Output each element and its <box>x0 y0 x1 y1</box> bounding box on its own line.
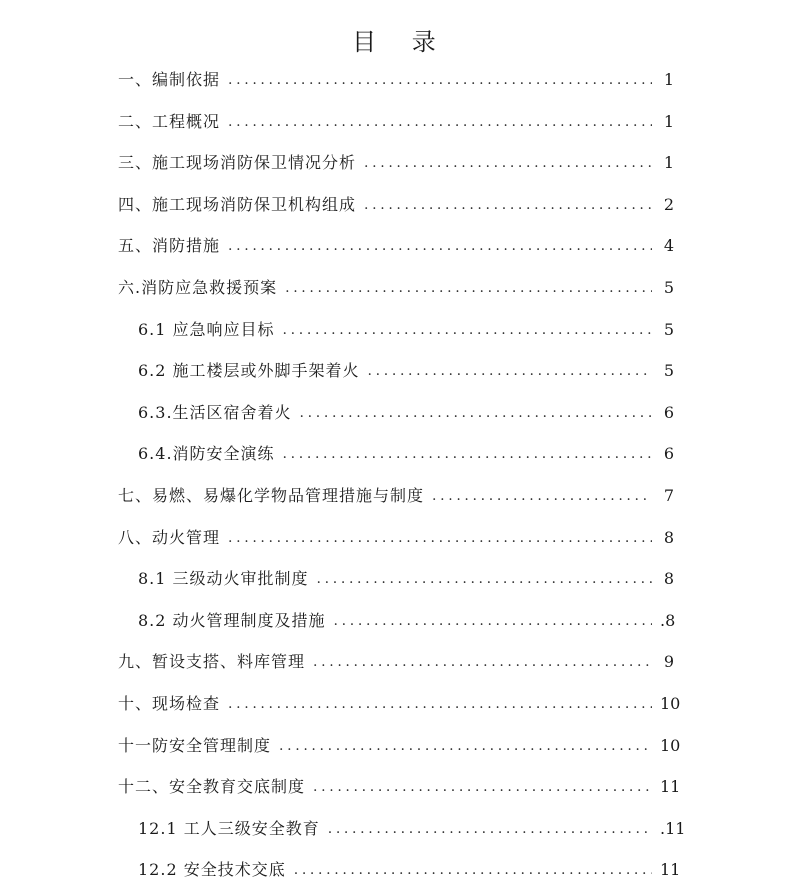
dot-leader <box>283 320 652 340</box>
toc-entry-label: 十、现场检查 <box>118 694 221 713</box>
toc-entry-page: 5 <box>663 278 674 297</box>
toc-entry-page: 6 <box>663 403 674 422</box>
toc-title: 目 录 <box>352 28 450 56</box>
toc-subentry[interactable] <box>138 316 674 340</box>
dot-leader <box>364 195 652 215</box>
toc-entry[interactable] <box>118 232 674 256</box>
dot-leader <box>294 860 652 880</box>
toc-entry[interactable] <box>118 648 674 672</box>
toc-subentry[interactable] <box>138 607 674 631</box>
toc-entry[interactable] <box>118 732 681 756</box>
toc-entry[interactable] <box>118 191 674 215</box>
toc-entry-page: .8 <box>660 611 676 630</box>
toc-entry-label: 二、工程概况 <box>118 112 221 131</box>
toc-entry-label: 8.1 三级动火审批制度 <box>138 569 309 588</box>
toc-subentry[interactable] <box>138 399 674 423</box>
dot-leader <box>317 569 652 589</box>
dot-leader <box>283 444 652 464</box>
toc-entry-page: 7 <box>663 486 674 505</box>
toc-entry-label: 六.消防应急救援预案 <box>118 278 278 297</box>
dot-leader <box>334 611 652 631</box>
dot-leader <box>300 403 652 423</box>
toc-entry-label: 6.1 应急响应目标 <box>138 320 275 339</box>
toc-entry-page: 10 <box>660 694 681 713</box>
toc-entry-page: 1 <box>663 153 674 172</box>
toc-entry-page: 5 <box>663 320 674 339</box>
toc-entry-label: 12.2 安全技术交底 <box>138 860 286 879</box>
toc-entry-label: 6.3.生活区宿舍着火 <box>138 403 292 422</box>
toc-entry-page: 2 <box>663 195 674 214</box>
toc-entry-page: 11 <box>660 860 681 879</box>
toc-subentry[interactable] <box>138 815 686 839</box>
toc-entry[interactable] <box>118 690 681 714</box>
dot-leader <box>364 153 652 173</box>
toc-entry-page: 10 <box>660 736 681 755</box>
dot-leader <box>228 70 652 90</box>
dot-leader <box>228 528 652 548</box>
toc-entry-label: 6.2 施工楼层或外脚手架着火 <box>138 361 360 380</box>
toc-entry-page: 8 <box>663 569 674 588</box>
dot-leader <box>313 777 652 797</box>
toc-subentry[interactable] <box>138 565 674 589</box>
dot-leader <box>279 736 652 756</box>
toc-entry-page: 6 <box>663 444 674 463</box>
toc-entry[interactable] <box>118 773 681 797</box>
dot-leader <box>328 819 652 839</box>
toc-entry[interactable] <box>118 149 674 173</box>
toc-entry-page: 8 <box>663 528 674 547</box>
toc-subentry[interactable] <box>138 856 681 880</box>
toc-entry-label: 6.4.消防安全演练 <box>138 444 275 463</box>
toc-entry-label: 五、消防措施 <box>118 236 221 255</box>
toc-entry-label: 十一防安全管理制度 <box>118 736 272 755</box>
dot-leader <box>285 278 652 298</box>
toc-entry-page: .11 <box>660 819 686 838</box>
toc-entry-page: 1 <box>663 112 674 131</box>
toc-entry-page: 5 <box>663 361 674 380</box>
dot-leader <box>313 652 652 672</box>
dot-leader <box>228 112 652 132</box>
toc-subentry[interactable] <box>138 440 674 464</box>
toc-entry-page: 1 <box>663 70 674 89</box>
toc-entry-page: 11 <box>660 777 681 796</box>
toc-entry-label: 九、暂设支搭、料库管理 <box>118 652 306 671</box>
toc-entry-label: 八、动火管理 <box>118 528 221 547</box>
toc-entry-page: 9 <box>663 652 674 671</box>
dot-leader <box>228 694 652 714</box>
dot-leader <box>368 361 652 381</box>
toc-entry-label: 三、施工现场消防保卫情况分析 <box>118 153 357 172</box>
toc-entry[interactable] <box>118 482 674 506</box>
toc-subentry[interactable] <box>138 357 674 381</box>
toc-entry-page: 4 <box>663 236 674 255</box>
toc-entry-label: 七、易燃、易爆化学物品管理措施与制度 <box>118 486 425 505</box>
toc-entry[interactable] <box>118 274 674 298</box>
dot-leader <box>432 486 652 506</box>
toc-entry-label: 8.2 动火管理制度及措施 <box>138 611 326 630</box>
toc-entry[interactable] <box>118 66 674 90</box>
toc-entry-label: 一、编制依据 <box>118 70 221 89</box>
toc-entry-label: 十二、安全教育交底制度 <box>118 777 306 796</box>
toc-entry[interactable] <box>118 108 674 132</box>
toc-entry-label: 四、施工现场消防保卫机构组成 <box>118 195 357 214</box>
dot-leader <box>228 236 652 256</box>
toc-entry[interactable] <box>118 524 674 548</box>
toc-entry-label: 12.1 工人三级安全教育 <box>138 819 320 838</box>
